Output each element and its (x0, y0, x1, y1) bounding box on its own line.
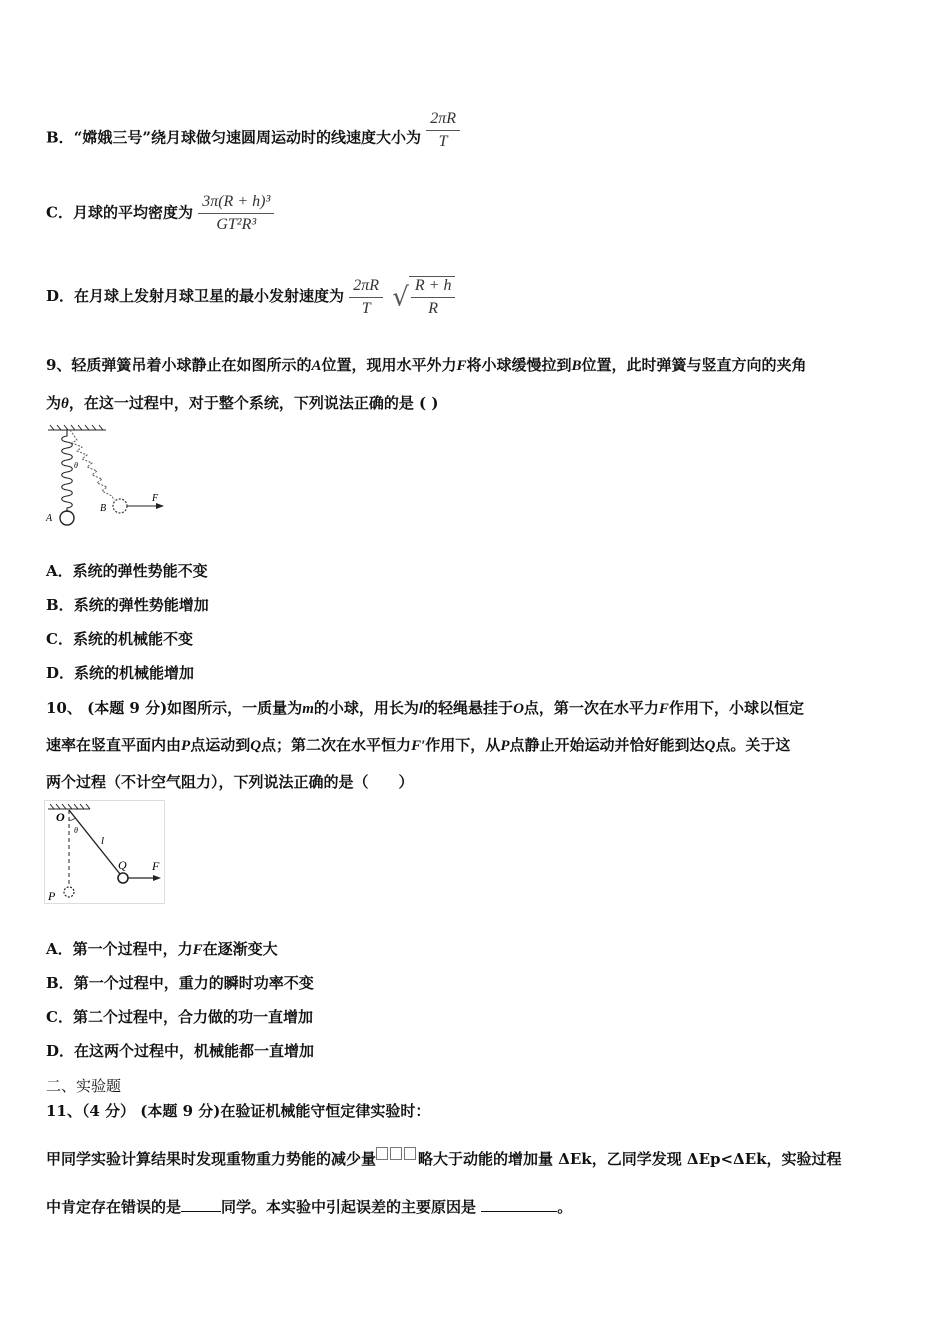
q9-option-b: B．系统的弹性势能增加 (46, 596, 209, 614)
q11-line1: 甲同学实验计算结果时发现重物重力势能的减少量 略大于动能的增加量 ΔEk，乙同学发现 ΔEp<ΔEk，实验过程 (46, 1147, 842, 1169)
label-f: F (152, 859, 160, 873)
spring-vertical (62, 430, 73, 512)
q11-title: 11、（4 分） (本题 9 分)在验证机械能守恒定律实验时： (46, 1102, 431, 1120)
answer-blank-1[interactable] (181, 1211, 221, 1212)
label-l: l (101, 835, 105, 847)
formula-velocity: $\frac{2\pi R}{T}$ (426, 110, 460, 151)
label-o: O (56, 810, 65, 824)
label-q: Q (118, 858, 127, 872)
ceiling-hatch (48, 425, 106, 430)
q10-stem-line3: 两个过程（不计空气阻力），下列说法正确的是（ ） (46, 773, 414, 791)
q10-option-b: B．第一个过程中，重力的瞬时功率不变 (46, 974, 314, 992)
ceiling-hatch (48, 804, 90, 809)
q10-option-c: C．第二个过程中，合力做的功一直增加 (46, 1008, 313, 1026)
ball-p (64, 887, 74, 897)
missing-glyph-boxes (376, 1150, 418, 1168)
label-p: P (48, 889, 56, 903)
sqrt-term: √ $\frac{R + h}{R}$ (392, 276, 455, 318)
answer-blank-2[interactable] (481, 1211, 557, 1212)
q8-option-c: C．月球的平均密度为 $\frac{\text{3π(R + h)³}}{\text{GT²R³}}$ (46, 193, 274, 234)
q9-option-c: C．系统的机械能不变 (46, 630, 193, 648)
ball-q (118, 873, 128, 883)
q9-stem-line2: 为θ，在这一过程中，对于整个系统，下列说法正确的是 ( ) (46, 394, 439, 412)
label-b: B (100, 503, 107, 514)
ball-b (113, 499, 127, 513)
label-theta: θ (74, 826, 78, 835)
q10-option-d: D．在这两个过程中，机械能都一直增加 (46, 1042, 315, 1060)
q11-line2: 中肯定存在错误的是 同学。本实验中引起误差的主要原因是 。 (46, 1198, 573, 1216)
formula-launch-speed: $\frac{2\pi R}{T}$ (349, 277, 383, 318)
pendulum-figure (44, 800, 166, 904)
q8-option-d: D．在月球上发射月球卫星的最小发射速度为 $\frac{2\pi R}{T}$ √ $\frac{R + h}{R}$ (46, 276, 455, 318)
q10-stem-line1: 10、 (本题 9 分)如图所示，一质量为m的小球，用长为l的轻绳悬挂于O点，第一次在水平力F作用下，小球以恒定 (46, 699, 804, 717)
label-f: F (152, 493, 159, 504)
ball-a (60, 511, 74, 525)
angle-arc (69, 818, 75, 820)
q9-option-a: A．系统的弹性势能不变 (46, 562, 208, 580)
spring-figure (44, 424, 174, 532)
label-theta: θ (74, 461, 78, 470)
section-heading: 二、实验题 (46, 1077, 122, 1095)
formula-density: $\frac{\text{3π(R + h)³}}{\text{GT²R³}}$ (198, 193, 274, 234)
q8-option-b: B．“嫦娥三号”绕月球做匀速圆周运动时的线速度大小为 $\frac{2\pi R}{T}$ (46, 118, 460, 159)
q9-option-d: D．系统的机械能增加 (46, 664, 195, 682)
q9-stem-line1: 9、轻质弹簧吊着小球静止在如图所示的A位置，现用水平外力F将小球缓慢拉到B位置，此时弹簧与竖直方向的夹角 (46, 356, 807, 374)
rope (69, 810, 120, 874)
label-a: A (46, 513, 53, 524)
q10-option-a: A．第一个过程中，力F在逐渐变大 (46, 940, 278, 958)
q10-stem-line2: 速率在竖直平面内由P点运动到Q点；第二次在水平恒力F′作用下，从P点静止开始运动并恰好能到达Q点。关于这 (46, 736, 791, 754)
